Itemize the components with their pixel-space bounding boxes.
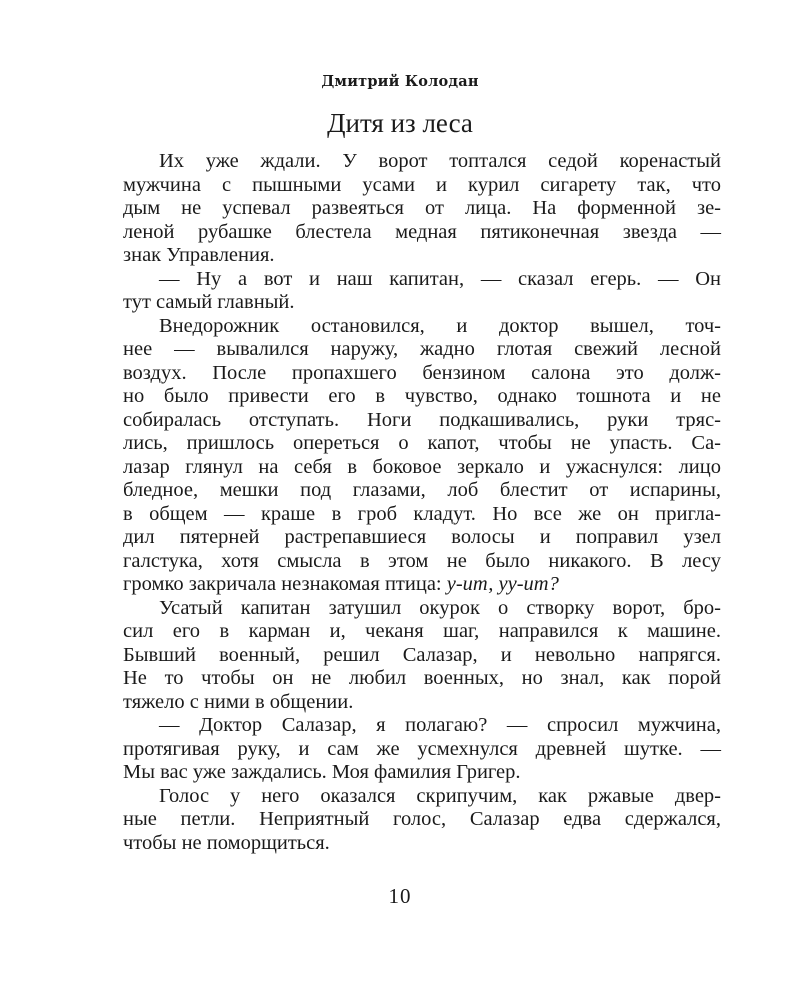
text-line: лазар глянул на себя в боковое зеркало и ужаснулся: лицо	[123, 455, 721, 478]
text-line: Бывший военный, решил Салазар, и невольно напрягся.	[123, 643, 721, 666]
text-line: чтобы не поморщиться.	[123, 831, 330, 854]
text-line: леной рубашке блестела медная пятиконечная звезда —	[123, 220, 721, 243]
text-line: протягивая руку, и сам же усмехнулся древней шутке. —	[123, 737, 721, 760]
text-line: знак Управления.	[123, 244, 275, 266]
text-line-with-emphasis	[123, 573, 721, 597]
text-line: тут самый главный.	[123, 291, 295, 313]
text-line: бледное, мешки под глазами, лоб блестит от испарины,	[123, 479, 721, 501]
body-text	[123, 150, 721, 855]
text-fragment: громко закричала незнакомая птица:	[123, 573, 447, 595]
text-line: ные петли. Неприятный голос, Салазар едва сдержался,	[123, 808, 721, 830]
text-line: нее — вывалился наружу, жадно глотая свежий лесной	[123, 338, 721, 360]
text-line: Внедорожник остановился, и доктор вышел, точ-	[159, 314, 721, 337]
text-line: собиралась отступать. Ноги подкашивались, руки тряс-	[123, 408, 721, 431]
text-line: сил его в карман и, чеканя шаг, направился к машине.	[123, 620, 721, 642]
page-number: 10	[388, 884, 412, 908]
text-line: Усатый капитан затушил окурок о створку ворот, бро-	[159, 596, 721, 619]
text-line: Не то чтобы он не любил военных, но знал, как порой	[123, 667, 721, 689]
text-line: но было привести его в чувство, однако тошнота и не	[123, 385, 721, 407]
text-line: лись, пришлось опереться о капот, чтобы не упасть. Са-	[123, 432, 721, 454]
text-line: в общем — краше в гроб кладут. Но все же он пригла-	[123, 502, 721, 525]
text-line: дым не успевал развеяться от лица. На форменной зе-	[123, 197, 721, 219]
text-line: дил пятерней растрепавшиеся волосы и поправил узел	[123, 526, 721, 548]
text-line: — Доктор Салазар, я полагаю? — спросил мужчина,	[159, 714, 721, 736]
bird-call-emphasis: у-ит, уу-ит?	[446, 573, 559, 595]
text-line: мужчина с пышными усами и курил сигарету так, что	[123, 173, 721, 196]
running-head-author: Дмитрий Колодан	[321, 73, 479, 90]
text-line: тяжело с ними в общении.	[123, 690, 354, 713]
chapter-title: Дитя из леса	[327, 108, 473, 138]
text-line: — Ну а вот и наш капитан, — сказал егерь. — Он	[159, 267, 721, 290]
text-line: Их уже ждали. У ворот топтался седой коренастый	[159, 150, 721, 172]
text-line: галстука, хотя смысла в этом не было никакого. В лесу	[123, 549, 721, 572]
text-line: Мы вас уже заждались. Моя фамилия Григер.	[123, 761, 521, 783]
text-line: воздух. После пропахшего бензином салона это долж-	[123, 361, 721, 384]
text-line: Голос у него оказался скрипучим, как ржавые двер-	[159, 784, 721, 807]
